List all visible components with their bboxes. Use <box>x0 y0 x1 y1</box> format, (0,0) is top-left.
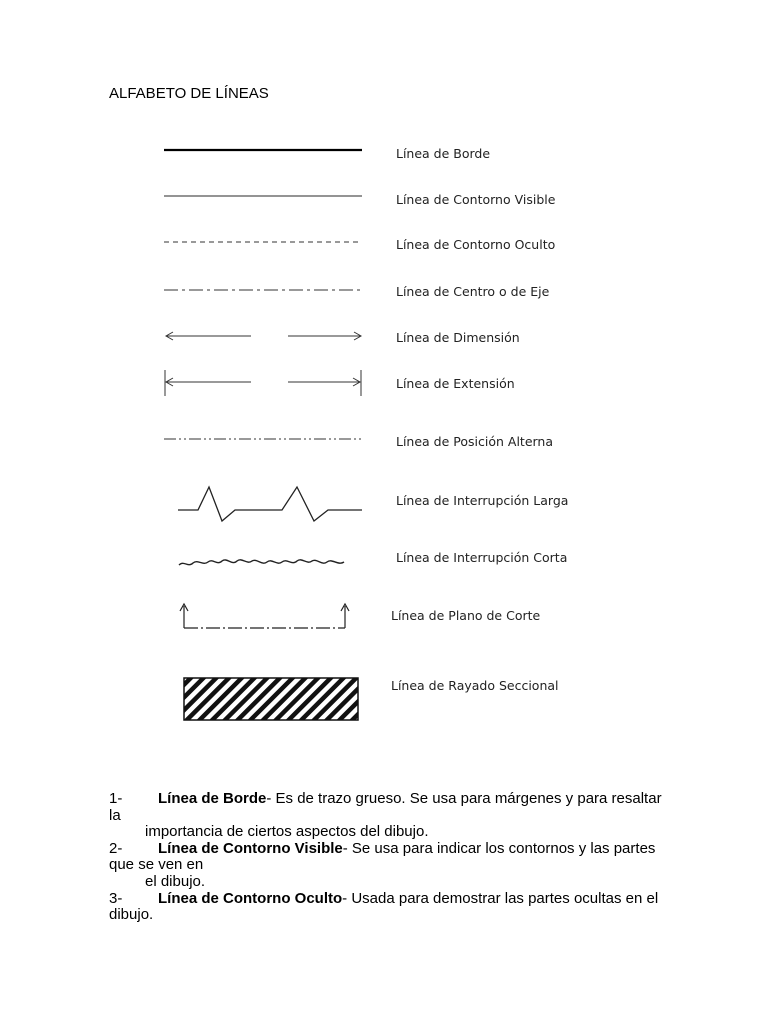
item-term: Línea de Borde <box>158 790 267 807</box>
dimension-line-icon <box>166 332 361 340</box>
item-text: - Se usa para indicar los contornos y las partes que se ven en <box>109 839 656 874</box>
legend-label-contorno-oculto: Línea de Contorno Oculto <box>396 237 556 252</box>
description-item-1 <box>109 791 669 824</box>
item-text-continuation: el dibujo. <box>145 872 206 890</box>
legend-label-interrupcion-corta: Línea de Interrupción Corta <box>396 550 568 565</box>
legend-label-rayado-seccional: Línea de Rayado Seccional <box>391 678 559 693</box>
cutting-plane-line-icon <box>180 604 349 628</box>
legend-label-plano-corte: Línea de Plano de Corte <box>391 608 541 623</box>
legend-label-contorno-visible: Línea de Contorno Visible <box>396 192 556 207</box>
legend-label-borde: Línea de Borde <box>396 146 491 161</box>
legend-label-centro-eje: Línea de Centro o de Eje <box>396 284 550 299</box>
hatched-section-icon <box>184 678 358 720</box>
legend-label-extension: Línea de Extensión <box>396 376 515 391</box>
item-term: Línea de Contorno Oculto <box>158 889 343 907</box>
item-term: Línea de Contorno Visible <box>158 839 343 857</box>
legend-label-interrupcion-larga: Línea de Interrupción Larga <box>396 493 569 508</box>
item-text: - Usada para demostrar las partes ocultas en el dibujo. <box>109 889 659 924</box>
description-item-2 <box>109 841 669 874</box>
descriptions-section <box>109 791 669 924</box>
description-item-3 <box>109 891 669 924</box>
zigzag-break-line-icon <box>178 487 362 521</box>
item-number: 3- <box>109 889 123 907</box>
item-number: 1- <box>109 790 123 807</box>
page-title: ALFABETO DE LÍNEAS <box>109 85 269 102</box>
item-number: 2- <box>109 839 123 857</box>
extension-line-icon <box>165 370 361 396</box>
wavy-break-line-icon <box>179 560 344 565</box>
legend-label-dimension: Línea de Dimensión <box>396 330 520 345</box>
item-text-continuation: importancia de ciertos aspectos del dibujo. <box>145 823 429 841</box>
item-text: - Es de trazo grueso. Se usa para márgenes y para resaltar la <box>109 790 662 824</box>
legend-label-posicion-alterna: Línea de Posición Alterna <box>396 434 554 449</box>
